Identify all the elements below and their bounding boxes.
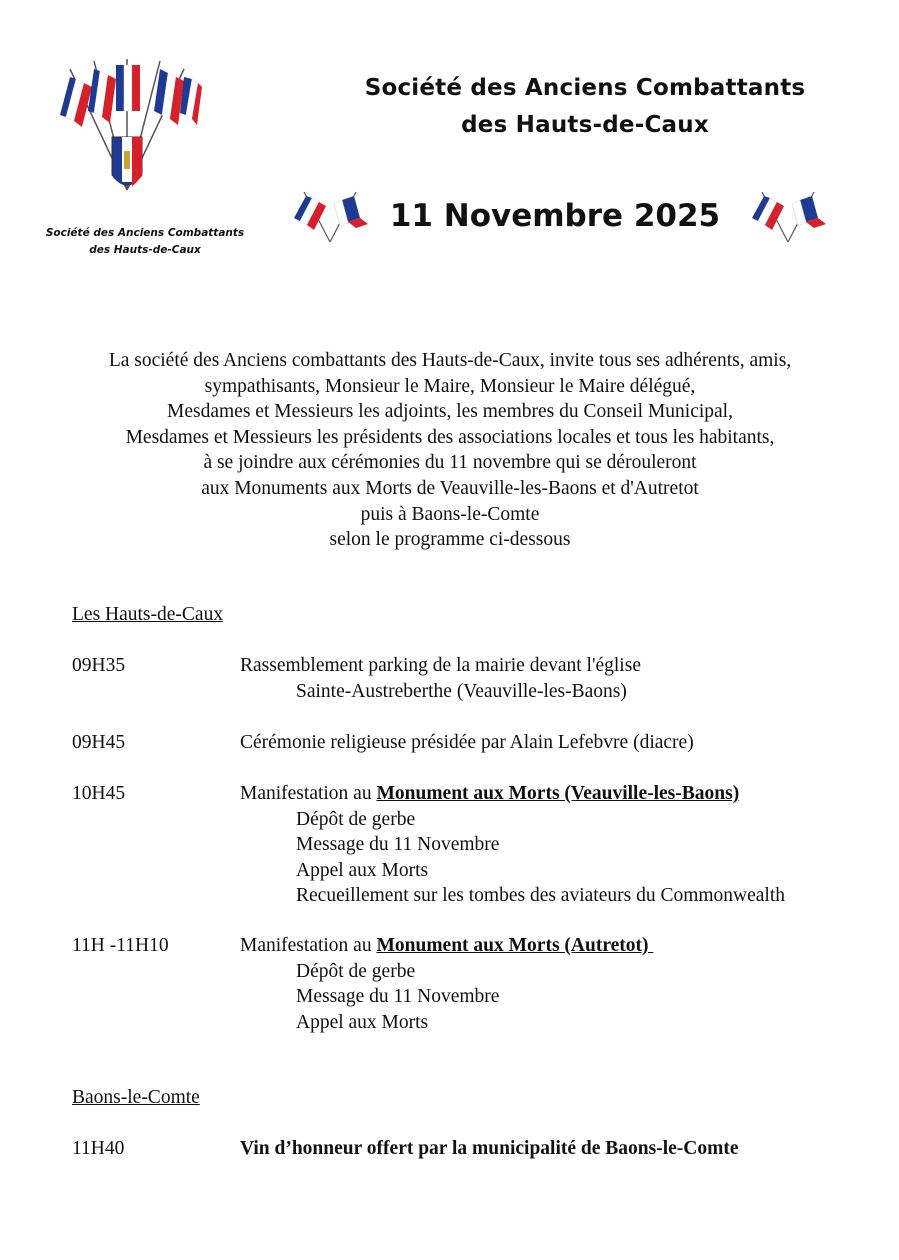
page-title <box>330 70 840 144</box>
crossed-flags-icon <box>748 188 828 244</box>
schedule-description <box>240 781 785 909</box>
schedule-description <box>240 933 653 1035</box>
title-line2: des Hauts-de-Caux <box>461 112 709 138</box>
desc-prefix: Manifestation au <box>240 783 377 804</box>
logo-caption-line1: Société des Anciens Combattants <box>45 227 245 239</box>
crossed-flags-icon <box>290 188 370 244</box>
desc-line: Cérémonie religieuse présidée par Alain Lefebvre (diacre) <box>240 732 694 753</box>
schedule-time: 11H40 <box>72 1138 125 1159</box>
sub-item: Message du 11 Novembre <box>296 834 500 855</box>
sub-item: Appel aux Morts <box>296 859 429 881</box>
intro-line: aux Monuments aux Morts de Veauville-les-Baons et d'Autretot <box>201 477 699 499</box>
logo-caption-line2: des Hauts-de-Caux <box>89 244 201 256</box>
desc-prefix: Manifestation au <box>240 935 377 956</box>
intro-line: à se joindre aux cérémonies du 11 novembre qui se dérouleront <box>203 452 697 474</box>
sub-item: Dépôt de gerbe <box>296 808 416 830</box>
title-line1: Société des Anciens Combattants <box>364 75 806 101</box>
section-title-hauts-de-caux: Les Hauts-de-Caux <box>72 604 224 625</box>
desc-line: Rassemblement parking de la mairie devant l'église <box>240 655 641 676</box>
desc-line: Sainte-Austreberthe (Veauville-les-Baons) <box>296 680 627 702</box>
event-date: 11 Novembre 2025 <box>389 198 721 234</box>
flags-bundle-icon <box>52 55 202 200</box>
intro-line: puis à Baons-le-Comte <box>360 503 540 525</box>
desc-line <box>240 933 653 959</box>
schedule-time: 10H45 <box>72 783 126 804</box>
sub-item: Dépôt de gerbe <box>296 960 416 982</box>
monument-place: Monument aux Morts (Autretot) <box>376 935 654 956</box>
intro-line: Mesdames et Messieurs les présidents des associations locales et tous les habitants, <box>125 426 775 448</box>
sub-item: Message du 11 Novembre <box>296 986 500 1007</box>
association-logo <box>30 55 260 265</box>
intro-line: sympathisants, Monsieur le Maire, Monsieur le Maire délégué, <box>204 375 696 397</box>
monument-place: Monument aux Morts (Veauville-les-Baons) <box>376 783 740 804</box>
sub-item: Recueillement sur les tombes des aviateurs du Commonwealth <box>296 885 786 906</box>
intro-line: Mesdames et Messieurs les adjoints, les membres du Conseil Municipal, <box>167 401 733 423</box>
schedule-description: Vin d’honneur offert par la municipalité de Baons-le-Comte <box>240 1138 739 1159</box>
schedule-time: 09H35 <box>72 655 126 676</box>
intro-line: selon le programme ci-dessous <box>329 529 571 551</box>
schedule-time: 11H -11H10 <box>72 935 169 956</box>
schedule-description <box>240 730 694 756</box>
intro-line: La société des Anciens combattants des Hauts-de-Caux, invite tous ses adhérents, amis, <box>108 350 792 371</box>
schedule-description <box>240 653 641 704</box>
desc-line <box>240 781 785 807</box>
logo-caption <box>30 225 260 259</box>
schedule-time: 09H45 <box>72 732 126 753</box>
sub-item: Appel aux Morts <box>296 1011 429 1033</box>
section-title-baons-le-comte: Baons-le-Comte <box>72 1087 200 1108</box>
invitation-paragraph <box>30 348 870 553</box>
